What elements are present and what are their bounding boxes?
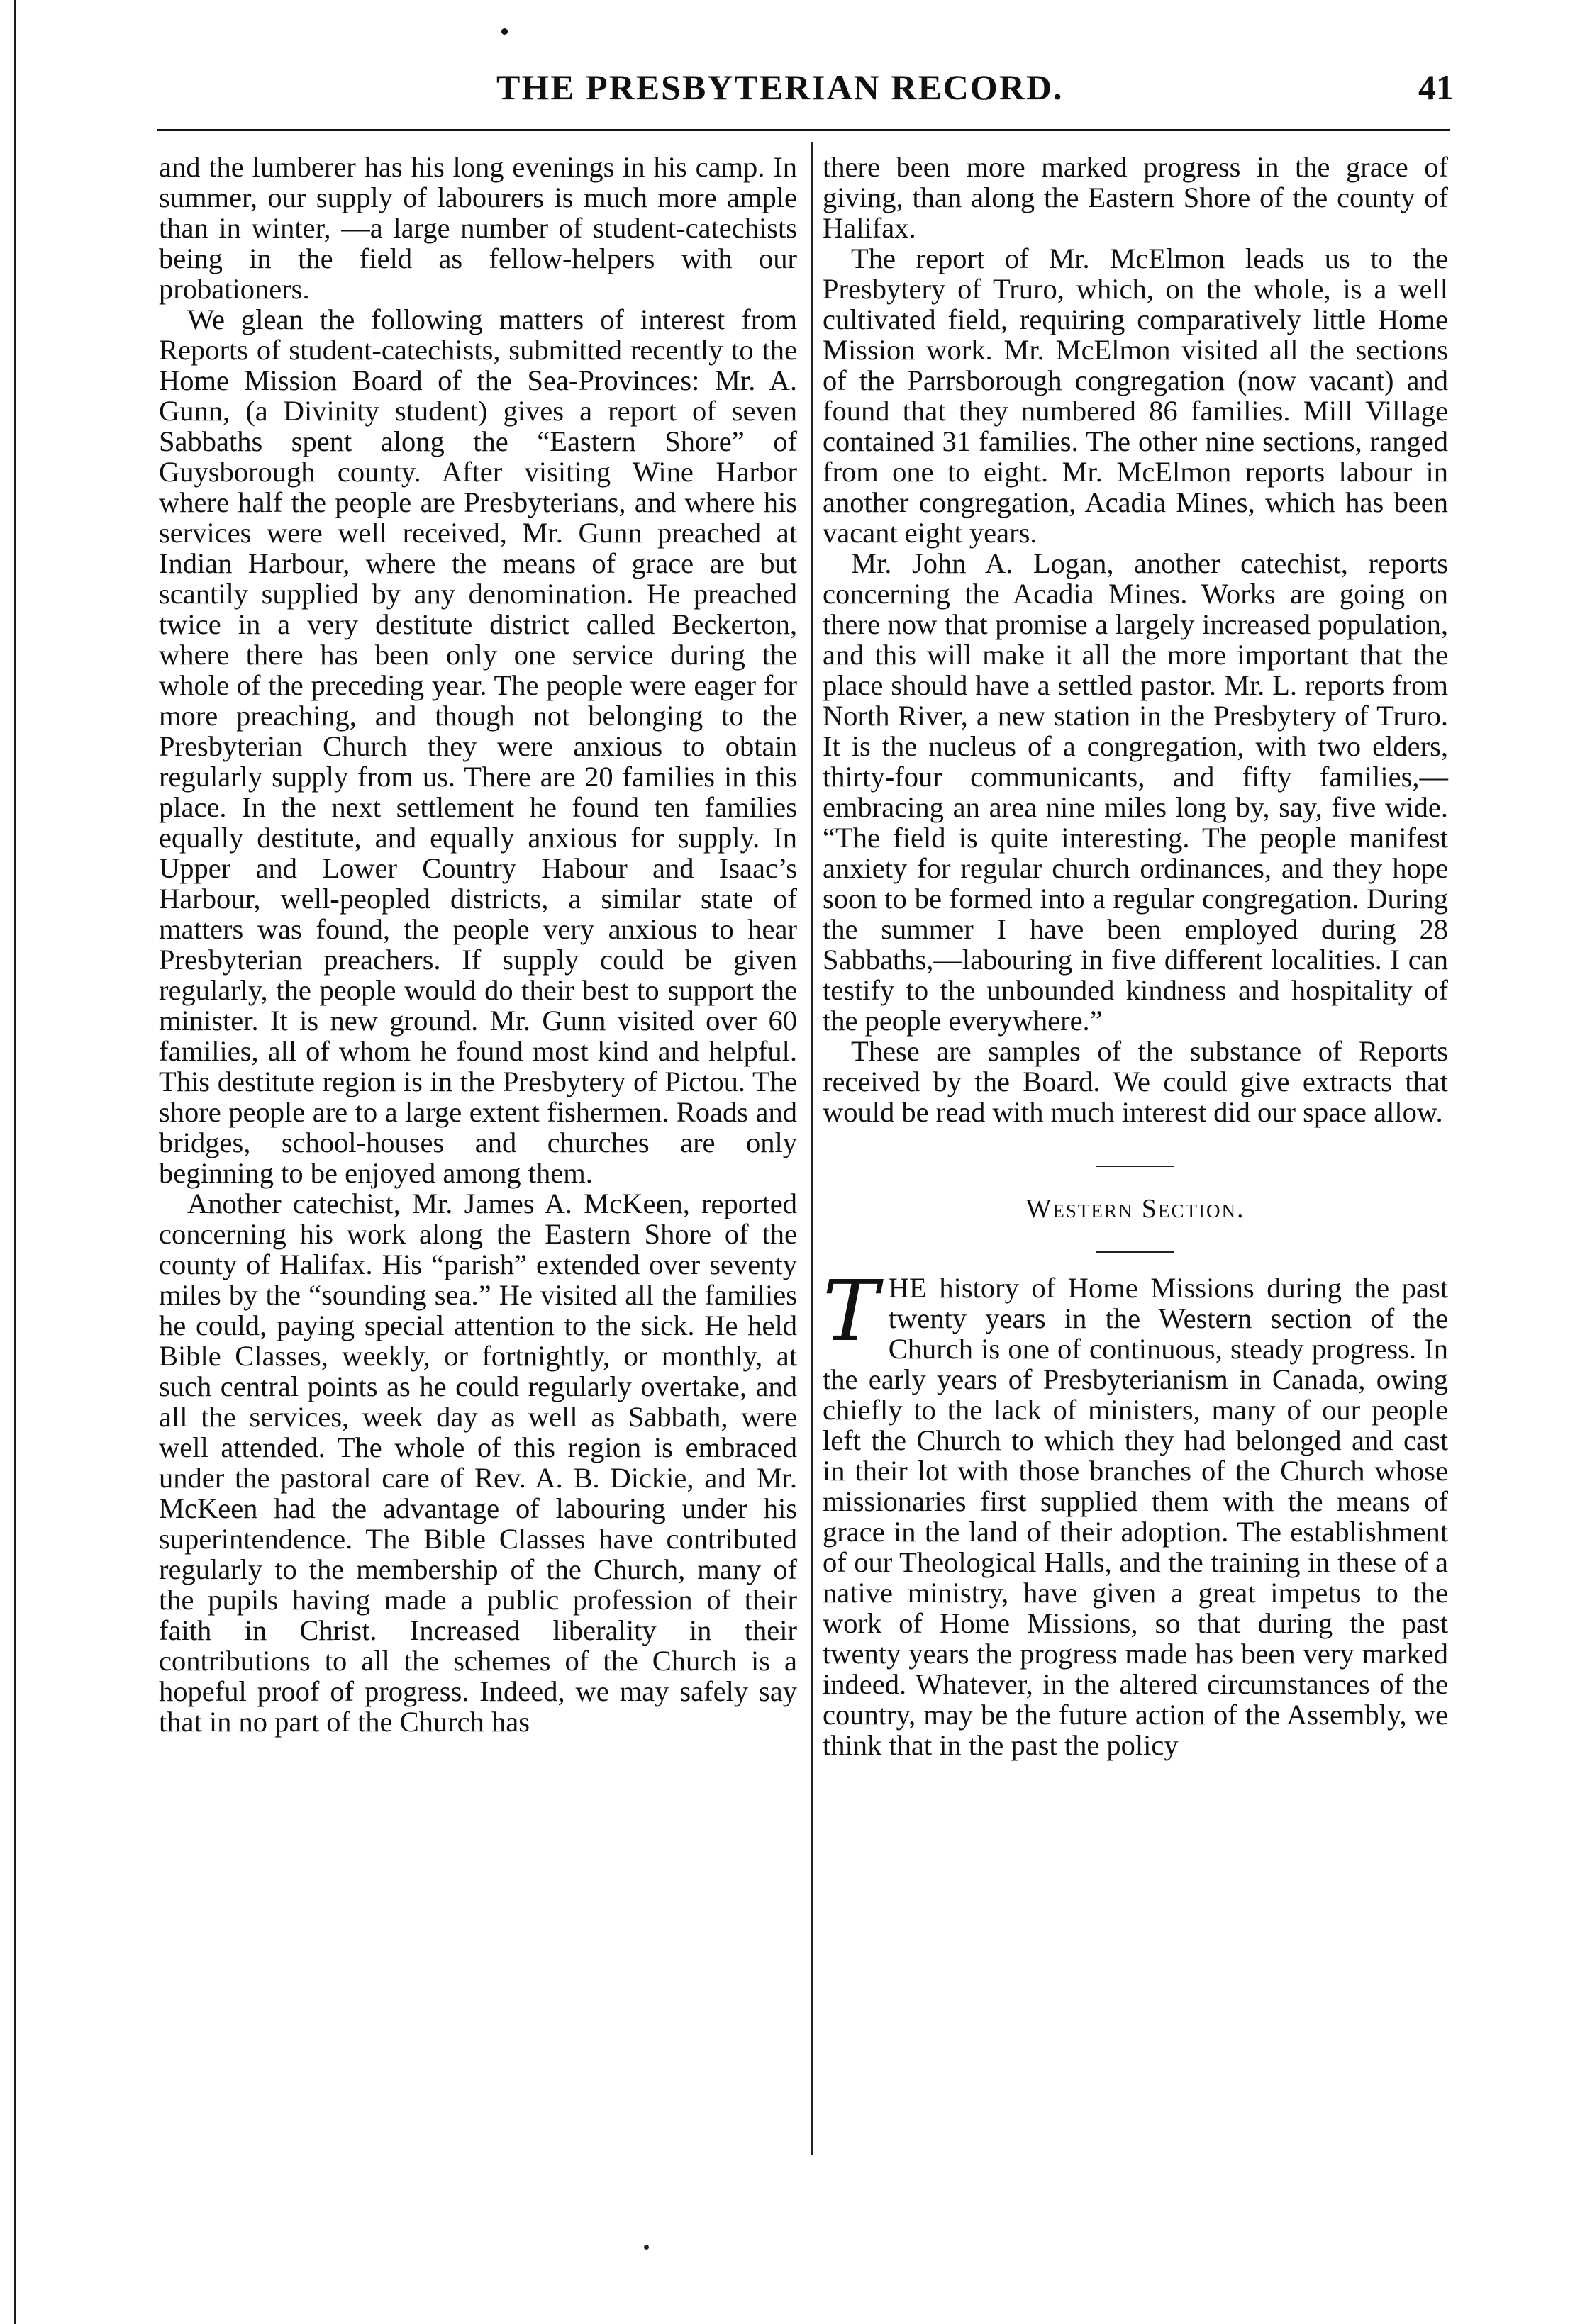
section-paragraph-text: HE history of Home Missions during the past twenty years in the Western section of the Church is one of continuous, steady progress. In the early years of Presbyterianism in Canada, owing chiefly to the lack of ministers, many of our people left the Church to which they had belonged and cast in their lot with those branches of the Church whose missionaries first supplied them with the means of grace in the land of their adoption. The establishment of our Theological Halls, and the training in these of a native ministry, have given a great impetus to the work of Home Missions, so that during the past twenty years the progress made has been very marked indeed. Whatever, in the altered circumstances of the country, may be the future action of the Assembly, we think that in the past the policy (823, 1272, 1448, 1761)
header-rule (157, 129, 1450, 131)
paragraph: Another catechist, Mr. James A. McKeen, reported concerning his work along the Eastern Shore of the county of Halifax. His “parish” extended over seventy miles by the “sounding sea.” He visited all the families he could, paying special attention to the sick. He held Bible Classes, weekly, or fortnightly, or monthly, at such central points as he could regularly overtake, and all the services, week day as well as Sabbath, were well attended. The whole of this region is embraced under the pastoral care of Rev. A. B. Dickie, and Mr. McKeen had the advantage of labouring under his superintendence. The Bible Classes have contributed regularly to the membership of the Church, many of the pupils having made a public profession of their faith in Christ. Increased liberality in their contributions to all the schemes of the Church is a hopeful proof of progress. Indeed, we may safely say that in no part of the Church has (159, 1188, 797, 1738)
section-heading: Western Section. (1025, 1194, 1245, 1224)
page-number: 41 (1418, 67, 1454, 107)
page-header (496, 67, 1454, 116)
running-title: THE PRESBYTERIAN RECORD. (496, 67, 1064, 107)
left-column (159, 152, 797, 1737)
right-column (823, 152, 1448, 1760)
ink-dot (501, 28, 508, 35)
paragraph: The report of Mr. McElmon leads us to the Presbytery of Truro, which, on the whole, is a well cultivated field, requiring comparatively little Home Mission work. Mr. McElmon visited all the sections of the Parrsborough congregation (now vacant) and found that they numbered 86 families. Mill Village contained 31 families. The other nine sections, ranged from one to eight. Mr. McElmon reports labour in another congregation, Acadia Mines, which has been vacant eight years. (823, 242, 1448, 549)
paragraph: These are samples of the substance of Reports received by the Board. We could give extracts that would be read with much interest did our space allow. (823, 1035, 1448, 1128)
page-margin-rule (14, 0, 16, 2324)
column-divider (811, 142, 813, 2155)
ink-dot (644, 2245, 649, 2250)
paragraph: Mr. John A. Logan, another catechist, reports concerning the Acadia Mines. Works are going on there now that promise a largely increased population, and this will make it all the more important that the place should have a settled pastor. Mr. L. reports from North River, a new station in the Presbytery of Truro. It is the nucleus of a congregation, with two elders, thirty-four communicants, and fifty families,—embracing an area nine miles long by, say, five wide. “The field is quite interesting. The people manifest anxiety for regular church ordinances, and they hope soon to be formed into a regular congregation. During the summer I have been employed during 28 Sabbaths,—labouring in five different localities. I can testify to the unbounded kindness and hospitality of the people everywhere.” (823, 547, 1448, 1037)
paragraph: there been more marked progress in the grace of giving, than along the Eastern Shore of the county of Halifax. (823, 151, 1448, 244)
paragraph: We glean the following matters of interest from Reports of student-catechists, submitted recently to the Home Mission Board of the Sea-Provinces: Mr. A. Gunn, (a Divinity student) gives a report of seven Sabbaths spent along the “Eastern Shore” of Guysborough county. After visiting Wine Harbor where half the people are Presbyterians, and where his services were well received, Mr. Gunn preached at Indian Harbour, where the means of grace are but scantily supplied by any denomination. He preached twice in a very destitute district called Beckerton, where there has been only one service during the whole of the preceding year. The people were eager for more preaching, and though not belonging to the Presbyterian Church they were anxious to obtain regularly supply from us. There are 20 families in this place. In the next settlement he found ten families equally destitute, and equally anxious for supply. In Upper and Lower Country Habour and Isaac’s Harbour, well-peopled districts, a similar state of matters was found, the people very anxious to hear Presbyterian preachers. If supply could be given regularly, the people would do their best to support the minister. It is new ground. Mr. Gunn visited over 60 families, all of whom he found most kind and helpful. This destitute region is in the Presbytery of Pictou. The shore people are to a large extent fishermen. Roads and bridges, school-houses and churches are only beginning to be enjoyed among them. (159, 303, 797, 1189)
section-rule (1096, 1166, 1174, 1167)
section-paragraph (823, 1262, 1448, 1761)
drop-cap: T (823, 1262, 879, 1360)
section-rule (1096, 1251, 1174, 1253)
paragraph: and the lumberer has his long evenings in his camp. In summer, our supply of labourers is much more ample than in winter, —a large number of student-catechists being in the field as fellow-helpers with our probationers. (159, 151, 797, 305)
